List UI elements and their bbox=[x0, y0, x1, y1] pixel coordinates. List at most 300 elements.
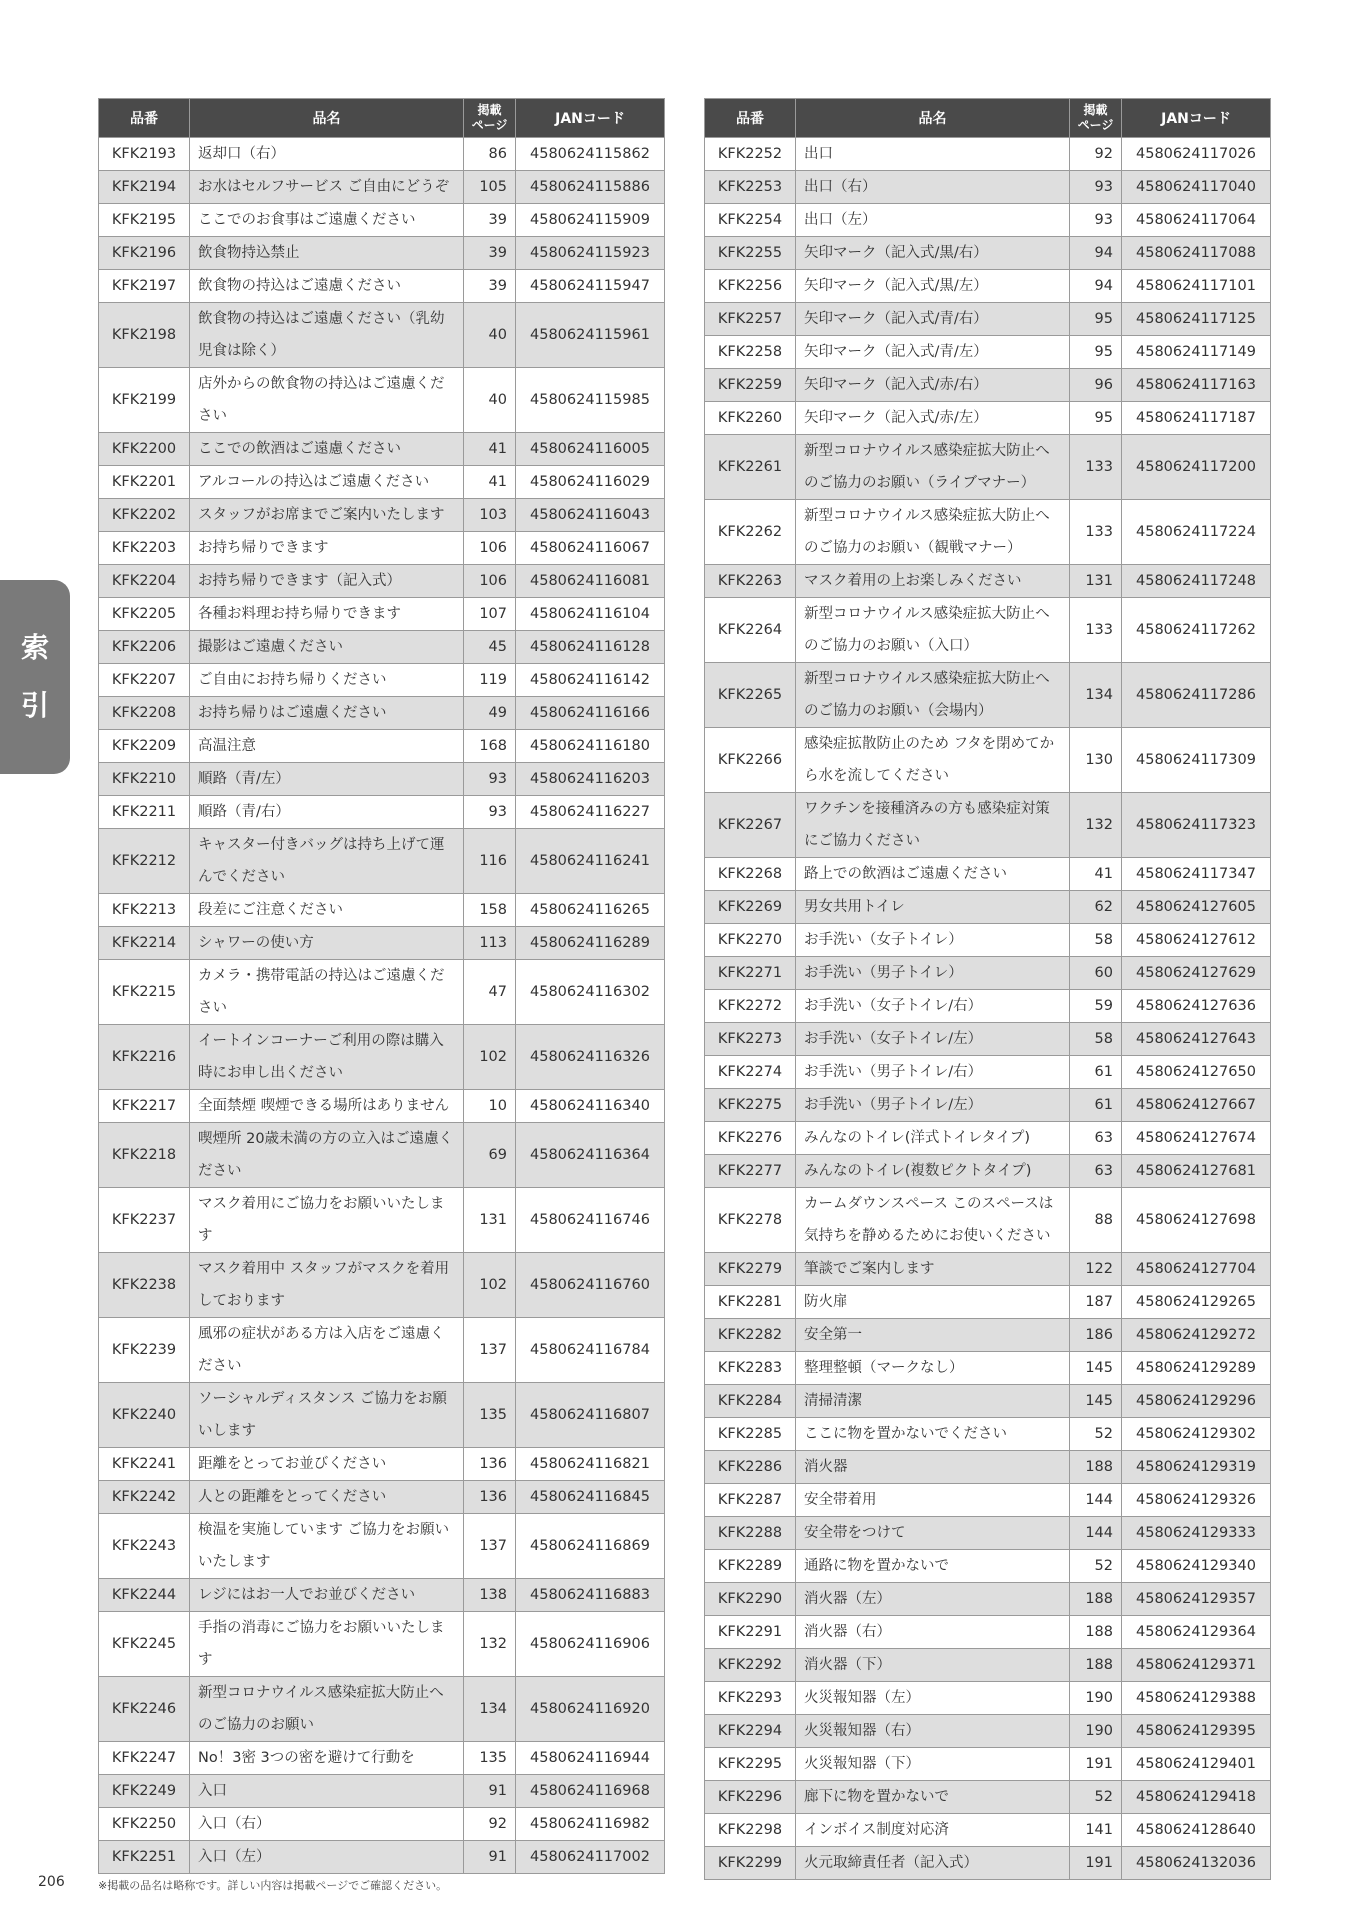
page-cell: 60 bbox=[1070, 957, 1122, 990]
code-cell: KFK2246 bbox=[99, 1677, 190, 1742]
name-cell: 喫煙所 20歳未満の方の立入はご遠慮ください bbox=[190, 1123, 464, 1188]
name-cell: ワクチンを接種済みの方も感染症対策にご協力ください bbox=[796, 793, 1070, 858]
name-cell: カームダウンスペース このスペースは気持ちを静めるためにお使いください bbox=[796, 1188, 1070, 1253]
name-cell: 消火器（下） bbox=[796, 1649, 1070, 1682]
jan-cell: 4580624129357 bbox=[1122, 1583, 1271, 1616]
name-cell: お手洗い（男子トイレ/右） bbox=[796, 1056, 1070, 1089]
table-row bbox=[99, 368, 665, 433]
page-cell: 119 bbox=[464, 664, 516, 697]
page-cell: 131 bbox=[1070, 565, 1122, 598]
table-row bbox=[705, 1715, 1271, 1748]
name-cell: イートインコーナーご利用の際は購入時にお申し出ください bbox=[190, 1025, 464, 1090]
page-cell: 187 bbox=[1070, 1286, 1122, 1319]
jan-cell: 4580624129401 bbox=[1122, 1748, 1271, 1781]
code-cell: KFK2275 bbox=[705, 1089, 796, 1122]
code-cell: KFK2242 bbox=[99, 1481, 190, 1514]
jan-cell: 4580624116005 bbox=[516, 433, 665, 466]
table-row bbox=[705, 1583, 1271, 1616]
name-cell: 火災報知器（右） bbox=[796, 1715, 1070, 1748]
code-cell: KFK2288 bbox=[705, 1517, 796, 1550]
name-cell: お持ち帰りできます bbox=[190, 532, 464, 565]
jan-cell: 4580624117347 bbox=[1122, 858, 1271, 891]
jan-cell: 4580624129272 bbox=[1122, 1319, 1271, 1352]
table-row bbox=[705, 1385, 1271, 1418]
jan-cell: 4580624116227 bbox=[516, 796, 665, 829]
page-cell: 134 bbox=[1070, 663, 1122, 728]
jan-cell: 4580624116807 bbox=[516, 1383, 665, 1448]
code-cell: KFK2262 bbox=[705, 500, 796, 565]
table-row bbox=[99, 171, 665, 204]
page-cell: 95 bbox=[1070, 303, 1122, 336]
code-cell: KFK2237 bbox=[99, 1188, 190, 1253]
name-cell: 飲食物持込禁止 bbox=[190, 237, 464, 270]
code-cell: KFK2255 bbox=[705, 237, 796, 270]
name-cell: 入口（左） bbox=[190, 1841, 464, 1874]
code-cell: KFK2254 bbox=[705, 204, 796, 237]
table-row bbox=[99, 1742, 665, 1775]
header-page-line1: 掲載 bbox=[477, 103, 502, 117]
jan-cell: 4580624116326 bbox=[516, 1025, 665, 1090]
jan-cell: 4580624117248 bbox=[1122, 565, 1271, 598]
page-cell: 135 bbox=[464, 1742, 516, 1775]
code-cell: KFK2279 bbox=[705, 1253, 796, 1286]
table-row bbox=[99, 1579, 665, 1612]
page-cell: 59 bbox=[1070, 990, 1122, 1023]
page-cell: 52 bbox=[1070, 1418, 1122, 1451]
page-number: 206 bbox=[38, 1874, 65, 1890]
name-cell: 飲食物の持込はご遠慮ください（乳幼児食は除く） bbox=[190, 303, 464, 368]
code-cell: KFK2289 bbox=[705, 1550, 796, 1583]
index-table-left bbox=[98, 98, 665, 1874]
jan-cell: 4580624117040 bbox=[1122, 171, 1271, 204]
table-row bbox=[705, 138, 1271, 171]
code-cell: KFK2213 bbox=[99, 894, 190, 927]
jan-cell: 4580624117088 bbox=[1122, 237, 1271, 270]
table-row bbox=[705, 1188, 1271, 1253]
page-cell: 58 bbox=[1070, 924, 1122, 957]
code-cell: KFK2277 bbox=[705, 1155, 796, 1188]
code-cell: KFK2201 bbox=[99, 466, 190, 499]
table-row bbox=[99, 565, 665, 598]
name-cell: 撮影はご遠慮ください bbox=[190, 631, 464, 664]
table-row bbox=[99, 1025, 665, 1090]
jan-cell: 4580624129388 bbox=[1122, 1682, 1271, 1715]
name-cell: シャワーの使い方 bbox=[190, 927, 464, 960]
table-row bbox=[705, 1286, 1271, 1319]
table-row bbox=[99, 1123, 665, 1188]
table-row bbox=[705, 500, 1271, 565]
jan-cell: 4580624117224 bbox=[1122, 500, 1271, 565]
table-row bbox=[99, 598, 665, 631]
code-cell: KFK2272 bbox=[705, 990, 796, 1023]
page-cell: 138 bbox=[464, 1579, 516, 1612]
page-cell: 191 bbox=[1070, 1847, 1122, 1880]
page-cell: 132 bbox=[1070, 793, 1122, 858]
table-row bbox=[99, 763, 665, 796]
table-row bbox=[705, 435, 1271, 500]
page-cell: 94 bbox=[1070, 237, 1122, 270]
jan-cell: 4580624116906 bbox=[516, 1612, 665, 1677]
jan-cell: 4580624116302 bbox=[516, 960, 665, 1025]
page-cell: 61 bbox=[1070, 1089, 1122, 1122]
page-cell: 145 bbox=[1070, 1385, 1122, 1418]
page-cell: 106 bbox=[464, 565, 516, 598]
page-cell: 52 bbox=[1070, 1781, 1122, 1814]
table-row bbox=[705, 204, 1271, 237]
table-row bbox=[705, 1781, 1271, 1814]
name-cell: 矢印マーク（記入式/青/右） bbox=[796, 303, 1070, 336]
name-cell: 風邪の症状がある方は入店をご遠慮ください bbox=[190, 1318, 464, 1383]
name-cell: 矢印マーク（記入式/赤/右） bbox=[796, 369, 1070, 402]
index-tab-char-2: 引 bbox=[20, 689, 49, 722]
header-jan: JANコード bbox=[1122, 99, 1271, 138]
jan-cell: 4580624117200 bbox=[1122, 435, 1271, 500]
table-row bbox=[99, 1481, 665, 1514]
jan-cell: 4580624117149 bbox=[1122, 336, 1271, 369]
header-code: 品番 bbox=[705, 99, 796, 138]
table-row bbox=[705, 1352, 1271, 1385]
jan-cell: 4580624129371 bbox=[1122, 1649, 1271, 1682]
name-cell: 出口 bbox=[796, 138, 1070, 171]
code-cell: KFK2210 bbox=[99, 763, 190, 796]
table-row bbox=[99, 303, 665, 368]
table-row bbox=[705, 1418, 1271, 1451]
name-cell: お手洗い（男子トイレ） bbox=[796, 957, 1070, 990]
table-row bbox=[99, 829, 665, 894]
page-cell: 40 bbox=[464, 368, 516, 433]
table-row bbox=[99, 631, 665, 664]
code-cell: KFK2298 bbox=[705, 1814, 796, 1847]
name-cell: 消火器 bbox=[796, 1451, 1070, 1484]
jan-cell: 4580624117002 bbox=[516, 1841, 665, 1874]
jan-cell: 4580624116029 bbox=[516, 466, 665, 499]
code-cell: KFK2194 bbox=[99, 171, 190, 204]
code-cell: KFK2218 bbox=[99, 1123, 190, 1188]
table-row bbox=[705, 1056, 1271, 1089]
jan-cell: 4580624115961 bbox=[516, 303, 665, 368]
table-row bbox=[705, 891, 1271, 924]
name-cell: 矢印マーク（記入式/黒/左） bbox=[796, 270, 1070, 303]
code-cell: KFK2273 bbox=[705, 1023, 796, 1056]
code-cell: KFK2214 bbox=[99, 927, 190, 960]
code-cell: KFK2202 bbox=[99, 499, 190, 532]
name-cell: 出口（左） bbox=[796, 204, 1070, 237]
table-row bbox=[99, 532, 665, 565]
code-cell: KFK2205 bbox=[99, 598, 190, 631]
code-cell: KFK2193 bbox=[99, 138, 190, 171]
page-cell: 96 bbox=[1070, 369, 1122, 402]
name-cell: 火災報知器（左） bbox=[796, 1682, 1070, 1715]
jan-cell: 4580624115947 bbox=[516, 270, 665, 303]
index-tab-char-1: 索 bbox=[20, 631, 49, 664]
name-cell: 消火器（右） bbox=[796, 1616, 1070, 1649]
page-cell: 63 bbox=[1070, 1122, 1122, 1155]
table-row bbox=[705, 270, 1271, 303]
table-header-row bbox=[99, 99, 665, 138]
code-cell: KFK2292 bbox=[705, 1649, 796, 1682]
jan-cell: 4580624127698 bbox=[1122, 1188, 1271, 1253]
page-cell: 58 bbox=[1070, 1023, 1122, 1056]
page-cell: 62 bbox=[1070, 891, 1122, 924]
code-cell: KFK2290 bbox=[705, 1583, 796, 1616]
code-cell: KFK2196 bbox=[99, 237, 190, 270]
name-cell: 検温を実施しています ご協力をお願いいたします bbox=[190, 1514, 464, 1579]
page-cell: 95 bbox=[1070, 402, 1122, 435]
jan-cell: 4580624127681 bbox=[1122, 1155, 1271, 1188]
jan-cell: 4580624129333 bbox=[1122, 1517, 1271, 1550]
jan-cell: 4580624115985 bbox=[516, 368, 665, 433]
jan-cell: 4580624116845 bbox=[516, 1481, 665, 1514]
jan-cell: 4580624116364 bbox=[516, 1123, 665, 1188]
table-row bbox=[705, 1484, 1271, 1517]
jan-cell: 4580624129364 bbox=[1122, 1616, 1271, 1649]
table-row bbox=[99, 697, 665, 730]
name-cell: マスク着用にご協力をお願いいたします bbox=[190, 1188, 464, 1253]
name-cell: 安全第一 bbox=[796, 1319, 1070, 1352]
code-cell: KFK2286 bbox=[705, 1451, 796, 1484]
name-cell: 店外からの飲食物の持込はご遠慮ください bbox=[190, 368, 464, 433]
jan-cell: 4580624129340 bbox=[1122, 1550, 1271, 1583]
page-cell: 41 bbox=[464, 433, 516, 466]
code-cell: KFK2281 bbox=[705, 1286, 796, 1319]
table-row bbox=[705, 1319, 1271, 1352]
page-cell: 61 bbox=[1070, 1056, 1122, 1089]
page-cell: 135 bbox=[464, 1383, 516, 1448]
page-cell: 134 bbox=[464, 1677, 516, 1742]
page-cell: 41 bbox=[464, 466, 516, 499]
page-cell: 103 bbox=[464, 499, 516, 532]
jan-cell: 4580624116340 bbox=[516, 1090, 665, 1123]
code-cell: KFK2253 bbox=[705, 171, 796, 204]
page-cell: 95 bbox=[1070, 336, 1122, 369]
page-cell: 45 bbox=[464, 631, 516, 664]
table-row bbox=[705, 793, 1271, 858]
table-row bbox=[99, 1841, 665, 1874]
name-cell: 順路（青/左） bbox=[190, 763, 464, 796]
header-code: 品番 bbox=[99, 99, 190, 138]
name-cell: カメラ・携帯電話の持込はご遠慮ください bbox=[190, 960, 464, 1025]
code-cell: KFK2259 bbox=[705, 369, 796, 402]
code-cell: KFK2241 bbox=[99, 1448, 190, 1481]
name-cell: 新型コロナウイルス感染症拡大防止へのご協力のお願い（ライブマナー） bbox=[796, 435, 1070, 500]
code-cell: KFK2269 bbox=[705, 891, 796, 924]
code-cell: KFK2268 bbox=[705, 858, 796, 891]
table-row bbox=[705, 369, 1271, 402]
code-cell: KFK2264 bbox=[705, 598, 796, 663]
page-cell: 158 bbox=[464, 894, 516, 927]
name-cell: 入口（右） bbox=[190, 1808, 464, 1841]
page-cell: 137 bbox=[464, 1318, 516, 1383]
header-page-line2: ページ bbox=[471, 118, 508, 132]
index-table-right bbox=[704, 98, 1271, 1880]
page-cell: 92 bbox=[1070, 138, 1122, 171]
code-cell: KFK2276 bbox=[705, 1122, 796, 1155]
name-cell: マスク着用中 スタッフがマスクを着用しております bbox=[190, 1253, 464, 1318]
name-cell: 筆談でご案内します bbox=[796, 1253, 1070, 1286]
code-cell: KFK2293 bbox=[705, 1682, 796, 1715]
name-cell: 矢印マーク（記入式/青/左） bbox=[796, 336, 1070, 369]
table-row bbox=[705, 303, 1271, 336]
name-cell: アルコールの持込はご遠慮ください bbox=[190, 466, 464, 499]
table-row bbox=[705, 1649, 1271, 1682]
name-cell: 入口 bbox=[190, 1775, 464, 1808]
jan-cell: 4580624127605 bbox=[1122, 891, 1271, 924]
page-cell: 141 bbox=[1070, 1814, 1122, 1847]
code-cell: KFK2217 bbox=[99, 1090, 190, 1123]
table-body bbox=[705, 138, 1271, 1880]
name-cell: お持ち帰りはご遠慮ください bbox=[190, 697, 464, 730]
code-cell: KFK2291 bbox=[705, 1616, 796, 1649]
jan-cell: 4580624129418 bbox=[1122, 1781, 1271, 1814]
table-row bbox=[705, 402, 1271, 435]
jan-cell: 4580624116241 bbox=[516, 829, 665, 894]
name-cell: ここに物を置かないでください bbox=[796, 1418, 1070, 1451]
jan-cell: 4580624127667 bbox=[1122, 1089, 1271, 1122]
page-cell: 86 bbox=[464, 138, 516, 171]
jan-cell: 4580624132036 bbox=[1122, 1847, 1271, 1880]
jan-cell: 4580624116043 bbox=[516, 499, 665, 532]
code-cell: KFK2216 bbox=[99, 1025, 190, 1090]
name-cell: 男女共用トイレ bbox=[796, 891, 1070, 924]
page-cell: 131 bbox=[464, 1188, 516, 1253]
table-row bbox=[705, 1089, 1271, 1122]
name-cell: 新型コロナウイルス感染症拡大防止へのご協力のお願い（観戦マナー） bbox=[796, 500, 1070, 565]
name-cell: レジにはお一人でお並びください bbox=[190, 1579, 464, 1612]
code-cell: KFK2274 bbox=[705, 1056, 796, 1089]
code-cell: KFK2199 bbox=[99, 368, 190, 433]
code-cell: KFK2215 bbox=[99, 960, 190, 1025]
jan-cell: 4580624117026 bbox=[1122, 138, 1271, 171]
code-cell: KFK2250 bbox=[99, 1808, 190, 1841]
jan-cell: 4580624127643 bbox=[1122, 1023, 1271, 1056]
page-cell: 93 bbox=[1070, 171, 1122, 204]
page-cell: 188 bbox=[1070, 1649, 1122, 1682]
table-row bbox=[99, 796, 665, 829]
table-row bbox=[99, 1677, 665, 1742]
page-cell: 144 bbox=[1070, 1484, 1122, 1517]
page-cell: 63 bbox=[1070, 1155, 1122, 1188]
table-row bbox=[99, 1775, 665, 1808]
jan-cell: 4580624116265 bbox=[516, 894, 665, 927]
jan-cell: 4580624117323 bbox=[1122, 793, 1271, 858]
table-row bbox=[99, 927, 665, 960]
page-cell: 190 bbox=[1070, 1682, 1122, 1715]
code-cell: KFK2239 bbox=[99, 1318, 190, 1383]
jan-cell: 4580624129326 bbox=[1122, 1484, 1271, 1517]
header-page-line1: 掲載 bbox=[1083, 103, 1108, 117]
table-row bbox=[705, 858, 1271, 891]
footer-note: ※掲載の品名は略称です。詳しい内容は掲載ページでご確認ください。 bbox=[98, 1879, 448, 1892]
code-cell: KFK2295 bbox=[705, 1748, 796, 1781]
name-cell: 全面禁煙 喫煙できる場所はありません bbox=[190, 1090, 464, 1123]
code-cell: KFK2240 bbox=[99, 1383, 190, 1448]
name-cell: 各種お料理お持ち帰りできます bbox=[190, 598, 464, 631]
table-row bbox=[705, 171, 1271, 204]
table-row bbox=[99, 1253, 665, 1318]
code-cell: KFK2211 bbox=[99, 796, 190, 829]
code-cell: KFK2283 bbox=[705, 1352, 796, 1385]
table-row bbox=[705, 1748, 1271, 1781]
header-page bbox=[464, 99, 516, 138]
code-cell: KFK2200 bbox=[99, 433, 190, 466]
table-row bbox=[99, 960, 665, 1025]
jan-cell: 4580624115923 bbox=[516, 237, 665, 270]
table-row bbox=[99, 270, 665, 303]
code-cell: KFK2261 bbox=[705, 435, 796, 500]
table-header-row bbox=[705, 99, 1271, 138]
jan-cell: 4580624117286 bbox=[1122, 663, 1271, 728]
name-cell: 消火器（左） bbox=[796, 1583, 1070, 1616]
page-cell: 39 bbox=[464, 204, 516, 237]
code-cell: KFK2267 bbox=[705, 793, 796, 858]
name-cell: インボイス制度対応済 bbox=[796, 1814, 1070, 1847]
table-row bbox=[99, 1612, 665, 1677]
jan-cell: 4580624116289 bbox=[516, 927, 665, 960]
page-cell: 102 bbox=[464, 1025, 516, 1090]
page-cell: 92 bbox=[464, 1808, 516, 1841]
name-cell: 飲食物の持込はご遠慮ください bbox=[190, 270, 464, 303]
page-cell: 122 bbox=[1070, 1253, 1122, 1286]
jan-cell: 4580624116869 bbox=[516, 1514, 665, 1579]
jan-cell: 4580624116883 bbox=[516, 1579, 665, 1612]
table-row bbox=[705, 1023, 1271, 1056]
code-cell: KFK2209 bbox=[99, 730, 190, 763]
table-row bbox=[705, 237, 1271, 270]
jan-cell: 4580624116203 bbox=[516, 763, 665, 796]
code-cell: KFK2257 bbox=[705, 303, 796, 336]
table-row bbox=[99, 466, 665, 499]
table-body bbox=[99, 138, 665, 1874]
index-side-tab bbox=[0, 580, 70, 774]
jan-cell: 4580624116920 bbox=[516, 1677, 665, 1742]
code-cell: KFK2207 bbox=[99, 664, 190, 697]
table-row bbox=[705, 598, 1271, 663]
page-cell: 69 bbox=[464, 1123, 516, 1188]
page-cell: 39 bbox=[464, 237, 516, 270]
table-row bbox=[99, 237, 665, 270]
page-cell: 102 bbox=[464, 1253, 516, 1318]
page-cell: 188 bbox=[1070, 1583, 1122, 1616]
page-cell: 190 bbox=[1070, 1715, 1122, 1748]
jan-cell: 4580624116067 bbox=[516, 532, 665, 565]
code-cell: KFK2299 bbox=[705, 1847, 796, 1880]
jan-cell: 4580624129296 bbox=[1122, 1385, 1271, 1418]
jan-cell: 4580624117163 bbox=[1122, 369, 1271, 402]
name-cell: お手洗い（女子トイレ） bbox=[796, 924, 1070, 957]
page-cell: 188 bbox=[1070, 1616, 1122, 1649]
page-cell: 41 bbox=[1070, 858, 1122, 891]
name-cell: 火災報知器（下） bbox=[796, 1748, 1070, 1781]
jan-cell: 4580624116104 bbox=[516, 598, 665, 631]
name-cell: 整理整頓（マークなし） bbox=[796, 1352, 1070, 1385]
table-row bbox=[99, 730, 665, 763]
code-cell: KFK2203 bbox=[99, 532, 190, 565]
code-cell: KFK2263 bbox=[705, 565, 796, 598]
name-cell: みんなのトイレ(複数ピクトタイプ) bbox=[796, 1155, 1070, 1188]
name-cell: ご自由にお持ち帰りください bbox=[190, 664, 464, 697]
table-row bbox=[705, 1814, 1271, 1847]
code-cell: KFK2243 bbox=[99, 1514, 190, 1579]
table-row bbox=[705, 1122, 1271, 1155]
jan-cell: 4580624117262 bbox=[1122, 598, 1271, 663]
code-cell: KFK2244 bbox=[99, 1579, 190, 1612]
jan-cell: 4580624116128 bbox=[516, 631, 665, 664]
code-cell: KFK2287 bbox=[705, 1484, 796, 1517]
code-cell: KFK2198 bbox=[99, 303, 190, 368]
page-cell: 91 bbox=[464, 1775, 516, 1808]
table-row bbox=[705, 1451, 1271, 1484]
page-cell: 47 bbox=[464, 960, 516, 1025]
